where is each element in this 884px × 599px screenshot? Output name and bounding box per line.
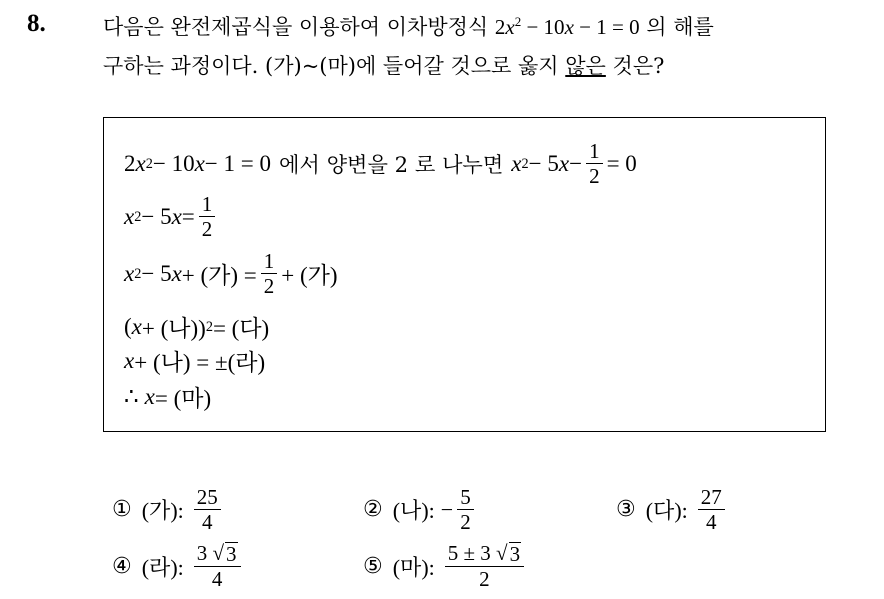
option-4[interactable]: ④ (라): 3 √ 3 4 (112, 542, 245, 590)
prompt-suffix: 의 해를 (646, 15, 714, 39)
option-2-fraction: $\frac{5}{2}$ (457, 486, 474, 533)
solution-line-4: ( x + (나)) 2 = (다) (124, 313, 270, 341)
solution-line-6: ∴ x = (마) (124, 383, 212, 411)
solution-line-3: x 2 − 5 x + (가) = $\frac{1}{2}$ + (가) (124, 249, 338, 299)
question-prompt-line-1 (103, 12, 714, 42)
option-1[interactable]: ① (가): $\frac{25}{4}$ (112, 486, 225, 533)
option-5-fraction: 5 ± 3 √ 3 2 (445, 542, 524, 590)
fraction-one-half: $\frac{1}{2}$ (199, 193, 216, 240)
option-4-fraction: 3 √ 3 4 (194, 542, 241, 590)
question-prompt-line-2 (103, 51, 664, 81)
solution-line-5: x + (나) = ±(라) (124, 347, 266, 375)
option-2[interactable]: ② (나): − $\frac{5}{2}$ (363, 486, 478, 533)
solution-line-2: x 2 − 5 x = $\frac{1}{2}$ (124, 193, 219, 240)
sqrt-symbol: √ 3 (212, 541, 237, 566)
prompt-text-2: 구하는 과정이다. (가)~(마)에 들어갈 것으로 옳지 (103, 54, 559, 78)
prompt-underlined-word: 않은 (565, 54, 606, 78)
fraction-one-half: $\frac{1}{2}$ (261, 250, 278, 297)
fraction-one-half: $\frac{1}{2}$ (586, 140, 603, 187)
option-3[interactable]: ③ (다): $\frac{27}{4}$ (616, 486, 729, 533)
sqrt-symbol: √ 3 (496, 541, 521, 566)
prompt-equation: $2x^2 - 10x - 1 = 0$ (494, 13, 640, 39)
option-5[interactable]: ⑤ (마): 5 ± 3 √ 3 2 (363, 542, 528, 590)
solution-line-1: 2 x 2 − 10 x − 1 = 0 에서 양변을 2 로 나누면 x 2 − 5 x − $\frac{1}{2}$ = 0 (124, 139, 637, 189)
option-1-fraction: $\frac{25}{4}$ (194, 486, 221, 533)
question-number: 8. (27, 10, 46, 37)
option-3-fraction: $\frac{27}{4}$ (698, 486, 725, 533)
prompt-suffix-2: 것은? (612, 54, 665, 78)
prompt-text: 다음은 완전제곱식을 이용하여 이차방정식 (103, 15, 489, 39)
solution-line-1-text: 에서 양변을 2 로 나누면 (279, 151, 504, 177)
